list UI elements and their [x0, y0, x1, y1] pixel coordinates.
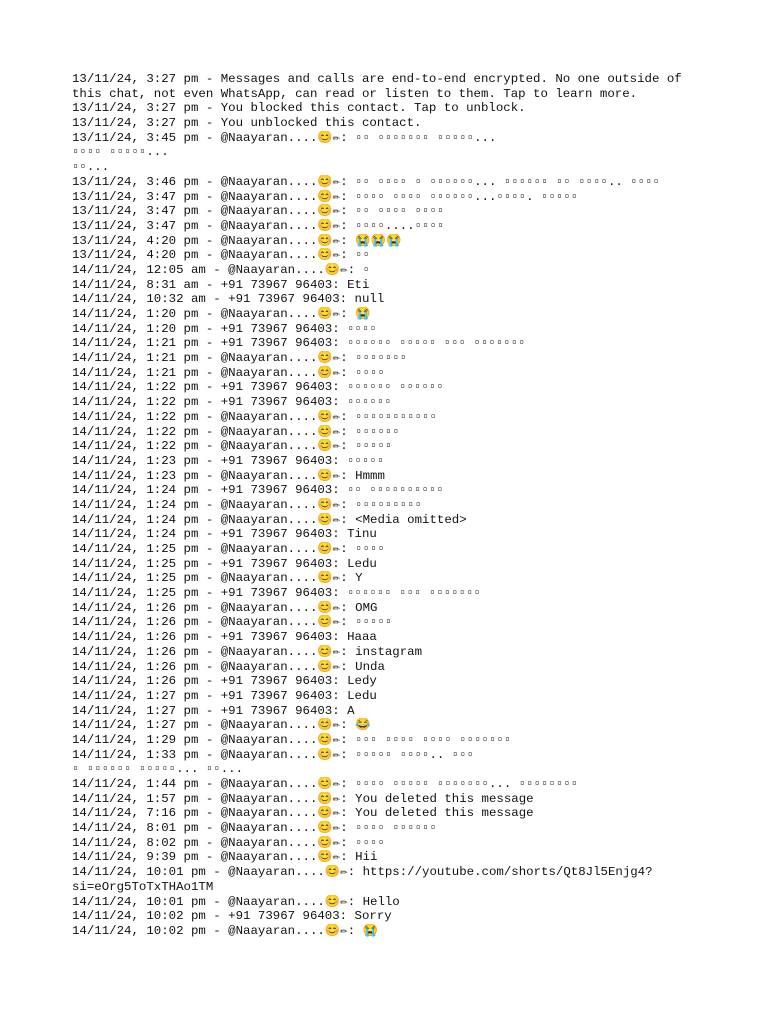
chat-export-text: [72, 72, 712, 939]
chat-line: 14/11/24, 1:21 pm - @Naayaran....😊✏: ▫▫▫▫: [72, 365, 385, 380]
chat-line: 14/11/24, 10:01 pm - @Naayaran....😊✏: https://youtube.com/shorts/Qt8Jl5Enjg4?: [72, 865, 653, 880]
chat-line: 14/11/24, 1:27 pm - +91 73967 96403: Ledu: [72, 688, 377, 703]
chat-line: 14/11/24, 1:26 pm - +91 73967 96403: Haaa: [72, 630, 377, 645]
chat-line: 13/11/24, 3:45 pm - @Naayaran....😊✏: ▫▫ ▫▫▫▫▫▫▫ ▫▫▫▫▫...: [72, 130, 497, 145]
chat-line: 14/11/24, 7:16 pm - @Naayaran....😊✏: You deleted this message: [72, 806, 534, 821]
chat-line: 14/11/24, 10:01 pm - @Naayaran....😊✏: Hello: [72, 894, 400, 909]
chat-line: ▫ ▫▫▫▫▫▫ ▫▫▫▫▫... ▫▫...: [72, 762, 244, 777]
chat-line: 14/11/24, 1:22 pm - @Naayaran....😊✏: ▫▫▫▫▫: [72, 439, 393, 454]
chat-line: 14/11/24, 1:24 pm - +91 73967 96403: ▫▫ ▫▫▫▫▫▫▫▫▫▫: [72, 483, 444, 498]
chat-line: 13/11/24, 3:47 pm - @Naayaran....😊✏: ▫▫▫▫....▫▫▫▫: [72, 218, 445, 233]
chat-line: 14/11/24, 1:23 pm - @Naayaran....😊✏: Hmmm: [72, 468, 385, 483]
chat-line: 14/11/24, 1:29 pm - @Naayaran....😊✏: ▫▫▫ ▫▫▫▫ ▫▫▫▫ ▫▫▫▫▫▫▫: [72, 732, 512, 747]
chat-line: 14/11/24, 1:27 pm - @Naayaran....😊✏: 😂: [72, 718, 371, 733]
chat-line: 13/11/24, 3:47 pm - @Naayaran....😊✏: ▫▫▫▫ ▫▫▫▫ ▫▫▫▫▫▫...▫▫▫▫. ▫▫▫▫▫: [72, 189, 579, 204]
chat-line: 14/11/24, 1:22 pm - +91 73967 96403: ▫▫▫▫▫▫: [72, 395, 392, 410]
chat-line: 13/11/24, 3:47 pm - @Naayaran....😊✏: ▫▫ ▫▫▫▫ ▫▫▫▫: [72, 204, 445, 219]
chat-line: 14/11/24, 1:25 pm - @Naayaran....😊✏: ▫▫▫▫: [72, 542, 385, 556]
chat-line: 14/11/24, 1:24 pm - @Naayaran....😊✏: ▫▫▫▫▫▫▫▫▫: [72, 497, 423, 512]
chat-line: 14/11/24, 9:39 pm - @Naayaran....😊✏: Hii: [72, 850, 378, 865]
chat-line: 14/11/24, 1:21 pm - +91 73967 96403: ▫▫▫▫▫▫ ▫▫▫▫▫ ▫▫▫ ▫▫▫▫▫▫▫: [72, 336, 526, 351]
chat-line: 14/11/24, 1:26 pm - @Naayaran....😊✏: instagram: [72, 644, 423, 659]
chat-line: 14/11/24, 10:02 pm - @Naayaran....😊✏: 😭: [72, 923, 378, 938]
chat-line: 13/11/24, 3:46 pm - @Naayaran....😊✏: ▫▫ ▫▫▫▫ ▫ ▫▫▫▫▫▫... ▫▫▫▫▫▫ ▫▫ ▫▫▫▫.. ▫▫▫▫: [72, 174, 660, 189]
chat-line: 14/11/24, 1:26 pm - +91 73967 96403: Ledy: [72, 674, 377, 689]
chat-line: 14/11/24, 1:44 pm - @Naayaran....😊✏: ▫▫▫▫ ▫▫▫▫▫ ▫▫▫▫▫▫▫... ▫▫▫▫▫▫▫▫: [72, 777, 579, 791]
chat-line: 13/11/24, 3:27 pm - Messages and calls are end-to-end encrypted. No one outside of: [72, 72, 682, 86]
chat-line: 14/11/24, 1:24 pm - @Naayaran....😊✏: <Media omitted>: [72, 512, 467, 527]
chat-line: 13/11/24, 4:20 pm - @Naayaran....😊✏: ▫▫: [72, 248, 371, 263]
chat-line: 14/11/24, 1:57 pm - @Naayaran....😊✏: You deleted this message: [72, 791, 534, 806]
chat-line: 14/11/24, 1:26 pm - @Naayaran....😊✏: Unda: [72, 659, 385, 674]
chat-line: 14/11/24, 1:20 pm - @Naayaran....😊✏: 😭: [72, 307, 371, 321]
chat-line: 14/11/24, 12:05 am - @Naayaran....😊✏: ▫: [72, 262, 371, 277]
chat-line: 13/11/24, 3:27 pm - You unblocked this contact.: [72, 116, 422, 131]
chat-line: 14/11/24, 1:33 pm - @Naayaran....😊✏: ▫▫▫▫▫ ▫▫▫▫.. ▫▫▫: [72, 747, 475, 762]
chat-line: 14/11/24, 1:26 pm - @Naayaran....😊✏: ▫▫▫▫▫: [72, 615, 393, 630]
chat-line: 14/11/24, 10:32 am - +91 73967 96403: null: [72, 292, 385, 307]
chat-line: ▫▫...: [72, 160, 110, 175]
chat-line: 13/11/24, 4:20 pm - @Naayaran....😊✏: 😭😭😭: [72, 233, 402, 248]
chat-line: si=eOrg5ToTxTHAo1TM: [72, 879, 214, 894]
chat-line: 14/11/24, 1:24 pm - +91 73967 96403: Tinu: [72, 527, 377, 542]
chat-line: 14/11/24, 8:01 pm - @Naayaran....😊✏: ▫▫▫▫ ▫▫▫▫▫▫: [72, 821, 437, 836]
chat-line: 14/11/24, 1:27 pm - +91 73967 96403: A: [72, 703, 355, 718]
chat-line: 14/11/24, 1:25 pm - +91 73967 96403: Ledu: [72, 556, 377, 571]
chat-line: this chat, not even WhatsApp, can read or listen to them. Tap to learn more.: [72, 86, 638, 101]
chat-line: 14/11/24, 10:02 pm - +91 73967 96403: Sorry: [72, 909, 392, 924]
chat-line: 14/11/24, 1:20 pm - +91 73967 96403: ▫▫▫▫: [72, 321, 377, 336]
chat-line: 14/11/24, 1:23 pm - +91 73967 96403: ▫▫▫▫▫: [72, 453, 385, 468]
chat-line: 14/11/24, 1:21 pm - @Naayaran....😊✏: ▫▫▫▫▫▫▫: [72, 351, 408, 366]
chat-line: 14/11/24, 1:22 pm - @Naayaran....😊✏: ▫▫▫▫▫▫▫▫▫▫▫: [72, 409, 437, 424]
chat-line: 14/11/24, 1:25 pm - +91 73967 96403: ▫▫▫▫▫▫ ▫▫▫ ▫▫▫▫▫▫▫: [72, 586, 481, 601]
chat-line: 14/11/24, 8:31 am - +91 73967 96403: Eti: [72, 277, 370, 292]
chat-line: 14/11/24, 1:25 pm - @Naayaran....😊✏: Y: [72, 571, 363, 586]
chat-line: 14/11/24, 1:26 pm - @Naayaran....😊✏: OMG: [72, 600, 378, 615]
chat-line: 14/11/24, 1:22 pm - @Naayaran....😊✏: ▫▫▫▫▫▫: [72, 424, 400, 439]
chat-line: 14/11/24, 8:02 pm - @Naayaran....😊✏: ▫▫▫▫: [72, 835, 385, 850]
chat-line: 14/11/24, 1:22 pm - +91 73967 96403: ▫▫▫▫▫▫ ▫▫▫▫▫▫: [72, 380, 444, 395]
chat-line: 13/11/24, 3:27 pm - You blocked this contact. Tap to unblock.: [72, 101, 526, 116]
chat-line: ▫▫▫▫ ▫▫▫▫▫...: [72, 145, 169, 160]
